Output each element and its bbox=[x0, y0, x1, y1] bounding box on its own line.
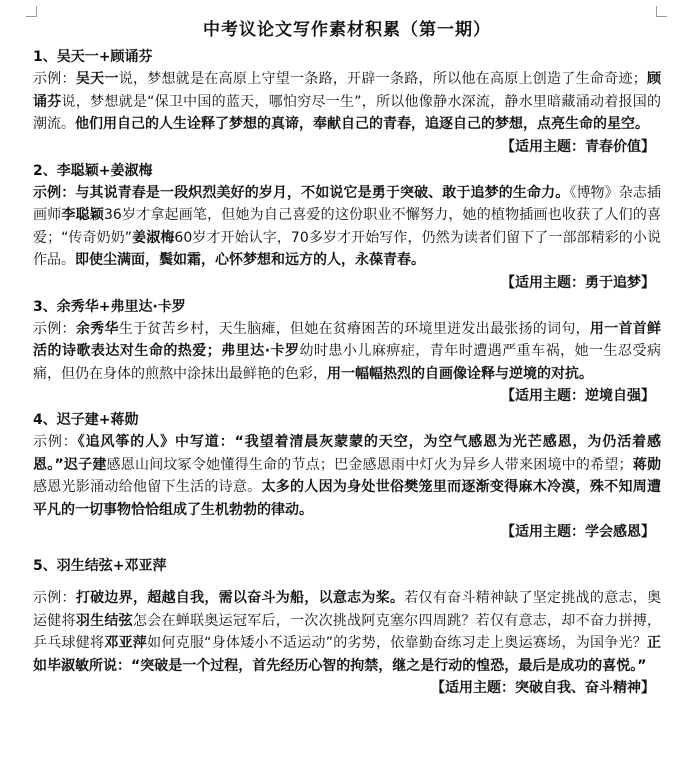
section-2 bbox=[33, 160, 661, 294]
bold-text-run: 他们用自己的人生诠释了梦想的真谛，奉献自己的青春，追逐自己的梦想，点亮生命的星空。 bbox=[75, 116, 649, 132]
bold-text-run: 羽生结弦 bbox=[75, 612, 133, 629]
section-5 bbox=[33, 543, 661, 699]
section-body bbox=[33, 431, 661, 521]
section-gap bbox=[33, 577, 661, 587]
document-title: 中考议论文写作素材积累（第一期） bbox=[203, 20, 491, 40]
applicable-theme-label: 【适用主题：青春价值】 bbox=[501, 138, 655, 155]
text-run: 若仅有奋斗精神缺了坚定挑战的意志，奥运健将 bbox=[33, 590, 662, 629]
bold-text-run: 正如毕淑敏所说：“突破是一个过程，首先经历心智的拘禁，继之是行动的惶恐，最后是成功的喜悦。” bbox=[33, 635, 662, 674]
section-4 bbox=[33, 409, 661, 543]
text-run: 示例： bbox=[33, 320, 76, 337]
text-run: 说，梦想就是在高原上守望一条路，开辟一条路，所以他在高原上创造了生命奇迹； bbox=[118, 71, 647, 87]
text-run: 感恩光影涌动给他留下生活的诗意。 bbox=[33, 479, 262, 495]
bold-text-run: 打破边界，超越自我，需以奋斗为船，以意志为桨。 bbox=[75, 590, 405, 606]
text-run: 示例： bbox=[33, 71, 76, 87]
section-heading: 4、迟子建+蒋勋 bbox=[33, 412, 139, 428]
section-1 bbox=[33, 46, 661, 158]
bold-text-run: 蒋勋 bbox=[632, 456, 662, 473]
bold-text-run: 太多的人因为身处世俗樊笼里而逐渐变得麻木冷漠，殊不知周遭平凡的一切事物恰恰组成了生机勃勃的律动。 bbox=[33, 479, 662, 518]
bold-text-run: 迟子建 bbox=[63, 456, 107, 473]
text-run: 如何克服“身体矮小不适运动”的劣势，依靠勤奋练习走上奥运赛场，为国争光？ bbox=[147, 635, 648, 651]
text-run: 幼时患小儿麻痹症，青年时遭遇严重车祸，她一生忍受病痛，但仍在身体的煎熬中涂抹出最鲜艳的色彩， bbox=[33, 343, 661, 382]
applicable-theme-label: 【适用主题：学会感恩】 bbox=[501, 524, 655, 540]
section-gap bbox=[33, 543, 661, 553]
section-body bbox=[33, 587, 661, 677]
sections-container bbox=[33, 46, 661, 699]
text-run: 示例： bbox=[33, 590, 76, 606]
bold-text-run: 示例：与其说青春是一段炽烈美好的岁月，不如说它是勇于突破、敢于追梦的生命力。 bbox=[33, 184, 570, 201]
text-run: 示例： bbox=[33, 434, 78, 450]
document-page bbox=[33, 0, 661, 699]
section-body bbox=[33, 182, 661, 272]
text-run: 《博物》杂志插画师 bbox=[33, 184, 662, 223]
bold-text-run: 李聪颖 bbox=[61, 207, 104, 223]
bold-text-run: 余秀华 bbox=[75, 320, 119, 337]
text-run: 60岁才开始认字，70多岁才开始写作，仍然为读者们留下了一部部精彩的小说作品。 bbox=[33, 229, 661, 268]
bold-text-run: 邓亚萍 bbox=[104, 635, 148, 651]
section-heading: 3、余秀华+弗里达·卡罗 bbox=[33, 298, 186, 315]
bold-text-run: 即使尘满面，鬓如霜，心怀梦想和远方的人，永葆青春。 bbox=[75, 252, 425, 268]
applicable-theme-label: 【适用主题：勇于追梦】 bbox=[501, 274, 655, 291]
section-heading: 1、吴天一+顾诵芬 bbox=[33, 49, 153, 65]
text-run: 说，梦想就是“保卫中国的蓝天，哪怕穷尽一生”，所以他像静水深流，静水里暗藏涌动着报国的潮流。 bbox=[33, 93, 661, 132]
applicable-theme-label: 【适用主题：突破自我、奋斗精神】 bbox=[431, 680, 655, 696]
text-run: 生于贫苦乡村，天生脑瘫，但她在贫瘠困苦的环境里迸发出最张扬的词句， bbox=[118, 320, 590, 337]
bold-text-run: 《追风筝的人》中写道：“我望着清晨灰蒙蒙的天空，为空气感恩为光芒感恩，为仍活着感恩。” bbox=[33, 434, 661, 473]
bold-text-run: 吴天一 bbox=[75, 71, 119, 87]
text-run: 感恩山间坟冢令她懂得生命的节点；巴金感恩雨中灯火为异乡人带来困境中的希望； bbox=[106, 456, 633, 473]
section-3 bbox=[33, 296, 661, 408]
bold-text-run: 用一幅幅热烈的自画像诠释与逆境的对抗。 bbox=[327, 365, 593, 382]
bold-text-run: 顾诵芬 bbox=[33, 71, 662, 110]
section-body bbox=[33, 318, 661, 386]
text-run: 36岁才拿起画笔，但她为自己喜爱的这份职业不懈努力，她的植物插画也收获了人们的喜爱；“传奇奶奶” bbox=[33, 207, 662, 246]
section-heading: 5、羽生结弦+邓亚萍 bbox=[33, 558, 167, 574]
applicable-theme-label: 【适用主题：逆境自强】 bbox=[501, 388, 655, 404]
bold-text-run: 用一首首鲜活的诗歌表达对生命的热爱；弗里达·卡罗 bbox=[33, 320, 662, 359]
section-body bbox=[33, 68, 661, 136]
bold-text-run: 姜淑梅 bbox=[132, 229, 175, 246]
section-heading: 2、李聪颖+姜淑梅 bbox=[33, 162, 153, 179]
text-run: 怎会在蝉联奥运冠军后，一次次挑战阿克塞尔四周跳？若仅有意志，却不奋力拼搏，乒乓球健将 bbox=[33, 612, 662, 651]
